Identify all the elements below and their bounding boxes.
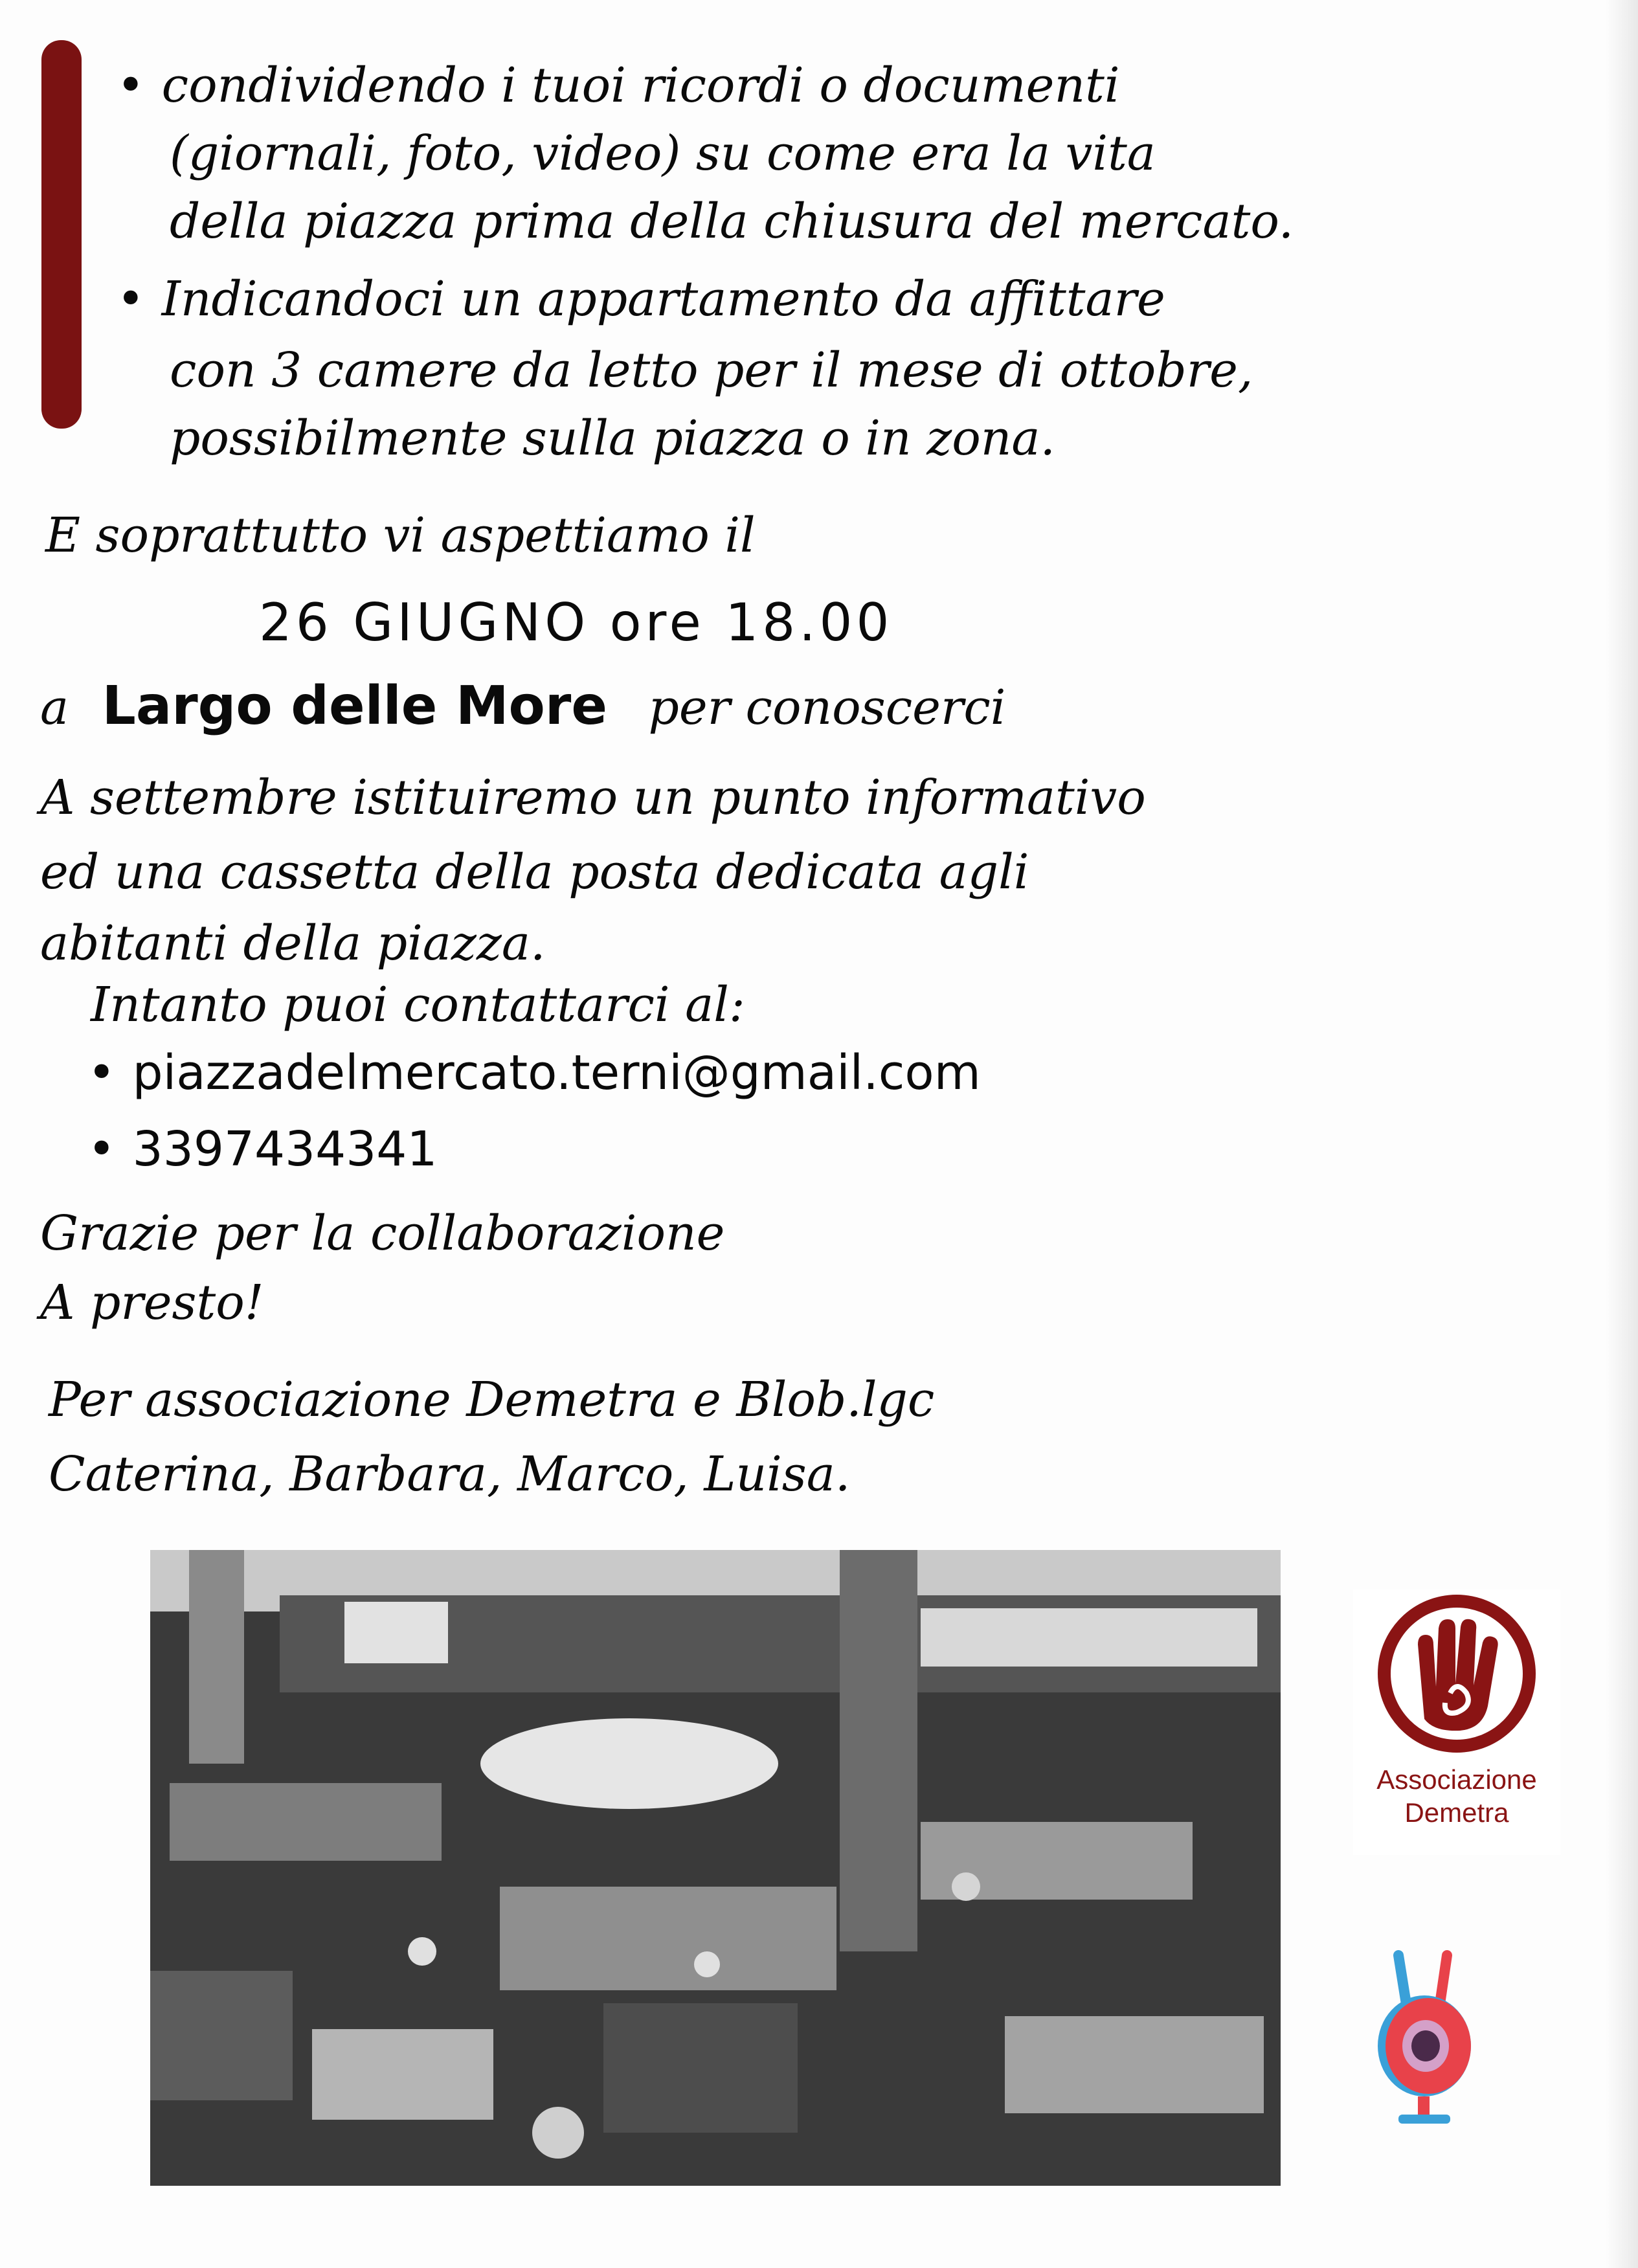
thanks-line: Grazie per la collaborazione	[40, 1206, 725, 1261]
place-name: Largo delle More	[102, 675, 607, 737]
info-line-1: A settembre istituiremo un punto informativo	[40, 770, 1146, 825]
bullet-2-line-2: con 3 camere da letto per il mese di ottobre,	[170, 342, 1253, 398]
invite-line: E soprattutto vi aspettiamo il	[45, 508, 756, 563]
event-date: 26 GIUGNO ore 18.00	[259, 592, 893, 653]
blob-robot-icon	[1373, 1942, 1476, 2130]
place-prefix: a	[40, 680, 69, 735]
info-line-3: abitanti della piazza.	[40, 915, 546, 971]
demetra-name-line-2: Demetra	[1404, 1797, 1509, 1828]
contact-phone: • 3397434341	[87, 1125, 437, 1173]
bullet-1-line-1: • condividendo i tuoi ricordi o documenti	[117, 62, 1120, 109]
goodbye-line: A presto!	[40, 1275, 264, 1330]
place-line	[40, 675, 1006, 737]
bullet-1-line-3: della piazza prima della chiusura del mercato.	[170, 194, 1294, 249]
contact-intro: Intanto puoi contattarci al:	[91, 977, 745, 1033]
demetra-logo	[1353, 1589, 1560, 1855]
place-suffix: per conoscerci	[648, 680, 1006, 735]
market-hall-photo	[150, 1550, 1281, 2186]
bullet-2-line-3: possibilmente sulla piazza o in zona.	[170, 410, 1056, 466]
signature-names: Caterina, Barbara, Marco, Luisa.	[49, 1446, 851, 1502]
signature-line: Per associazione Demetra e Blob.lgc	[49, 1372, 935, 1428]
demetra-name	[1353, 1763, 1560, 1829]
page-edge	[1606, 0, 1638, 2268]
bullet-2-line-1: • Indicandoci un appartamento da affittare	[117, 275, 1165, 323]
margin-marker	[41, 40, 82, 429]
contact-email: • piazzadelmercato.terni@gmail.com	[87, 1049, 981, 1097]
demetra-name-line-1: Associazione	[1376, 1764, 1537, 1795]
info-line-2: ed una cassetta della posta dedicata agli	[40, 844, 1029, 900]
demetra-hand-icon	[1353, 1589, 1560, 1758]
bullet-1-line-2: (giornali, foto, video) su come era la vita	[170, 126, 1156, 181]
